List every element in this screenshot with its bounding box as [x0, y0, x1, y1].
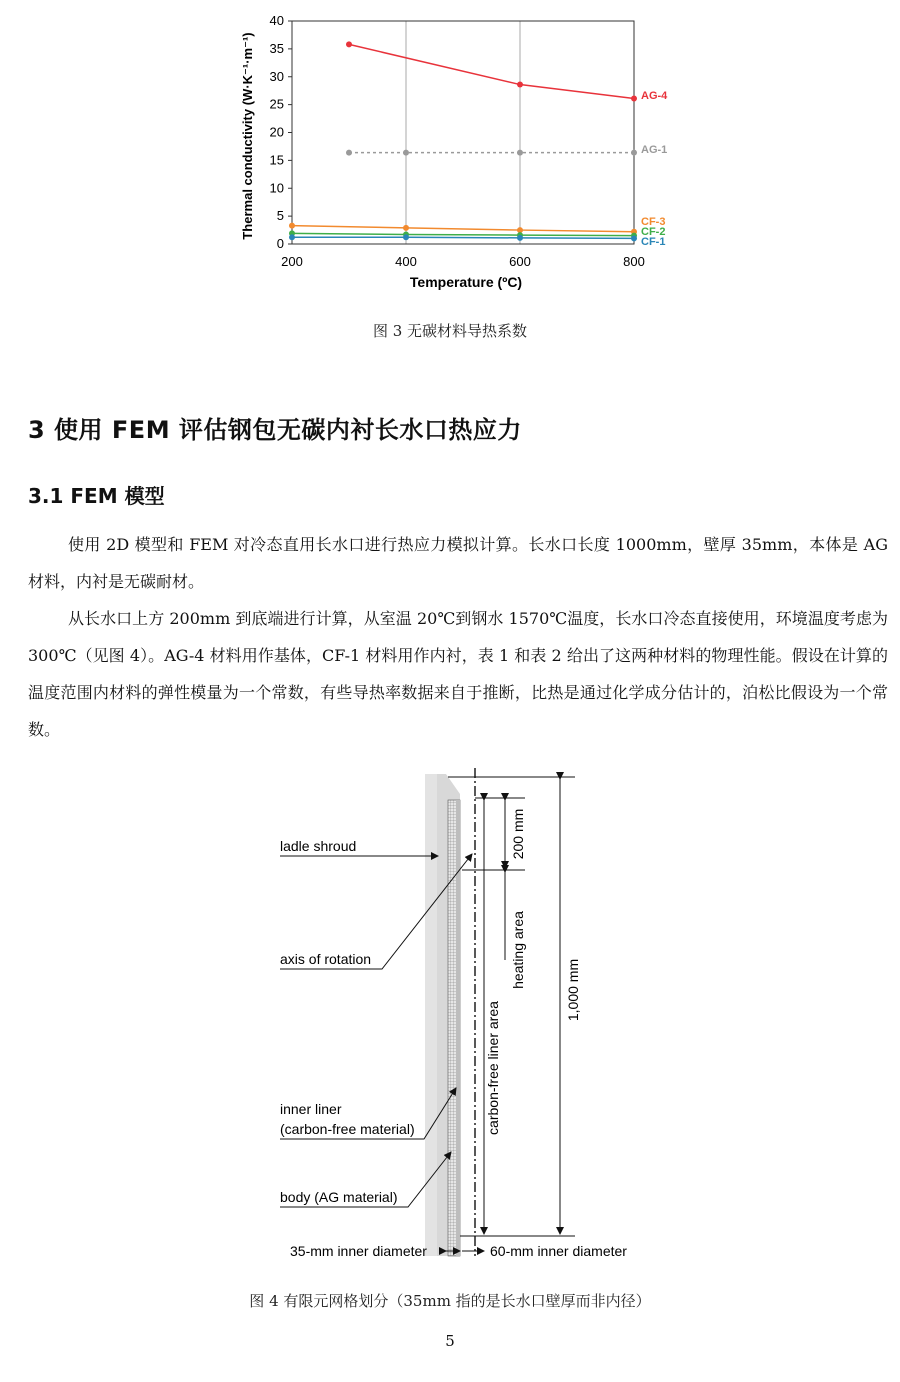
series-line-cf-1: [292, 237, 634, 238]
inner-diameter-60-label: 60-mm inner diameter: [490, 1243, 627, 1259]
subsection-title: 3.1 FEM 模型: [28, 484, 165, 508]
chart-y-tick-label: 15: [269, 152, 284, 168]
series-line-cf-3: [292, 226, 634, 232]
data-point-cf-3: [403, 225, 409, 231]
legend-label-cf-3: CF-3: [641, 216, 666, 228]
data-point-ag-1: [346, 150, 352, 156]
section-title: 3 使用 FEM 评估钢包无碳内衬长水口热应力: [28, 416, 522, 444]
inner-liner-material-label: (carbon-free material): [280, 1121, 415, 1137]
chart-y-tick-label: 25: [269, 96, 284, 112]
series-line-cf-2: [292, 233, 634, 235]
chart-legend: [641, 90, 668, 248]
chart-plot-frame: [292, 21, 634, 244]
data-point-cf-1: [631, 235, 637, 241]
chart-y-tick-label: 10: [269, 180, 284, 196]
chart-y-tick-label: 0: [276, 236, 284, 251]
data-point-cf-1: [517, 235, 523, 241]
paragraph-1: 使用 2D 模型和 FEM 对冷态直用长水口进行热应力模拟计算。长水口长度 1000mm，壁厚 35mm，本体是 AG 材料，内衬是无碳耐材。: [28, 535, 888, 591]
data-point-cf-3: [289, 223, 295, 229]
chart-x-tick-label: 800: [623, 254, 645, 269]
legend-label-ag-1: AG-1: [641, 144, 668, 156]
fem-mesh-diagram: [0, 760, 900, 1280]
inner-liner-label: inner liner: [280, 1101, 342, 1117]
dim-1000-label: 1,000 mm: [565, 958, 581, 1022]
legend-label-cf-2: CF-2: [641, 226, 666, 238]
data-point-ag-4: [346, 41, 352, 47]
series-line-ag-4: [349, 44, 634, 98]
chart-y-tick-label: 35: [269, 40, 284, 56]
chart-y-axis-label: Thermal conductivity (W·K⁻¹·m⁻¹): [240, 32, 255, 240]
figure3-caption: 图 3 无碳材料导热系数: [372, 322, 528, 340]
chart-y-tick-label: 20: [269, 124, 284, 140]
data-point-ag-1: [631, 150, 637, 156]
chart-x-tick-label: 200: [281, 254, 303, 269]
legend-label-cf-1: CF-1: [641, 236, 666, 248]
body-label: body (AG material): [280, 1189, 398, 1205]
data-point-cf-1: [403, 234, 409, 240]
chart-x-tick-label: 400: [395, 254, 417, 269]
chart-y-tick-label: 30: [269, 68, 284, 84]
thermal-conductivity-chart: [0, 0, 900, 300]
chart-series: [289, 41, 637, 241]
page-number: 5: [445, 1332, 455, 1350]
chart-x-axis-label: Temperature (ºC): [409, 274, 523, 290]
paragraph-2: 从长水口上方 200mm 到底端进行计算，从室温 20℃到钢水 1570℃温度，长水口冷态直接使用，环境温度考虑为 300℃（见图 4）。AG-4 材料用作基体，CF-1 材料用作内衬，表 1 和表 2 给出了这两种材料的物理性能。假设在计算的温度范围内材料的弹性模量为一个常数，有些导热率数据来自于推断，比热是通过化学成分估计的，泊松比假设为一个常数。: [28, 609, 888, 739]
heating-area-label: heating area: [510, 911, 526, 989]
ladle-shroud-label: ladle shroud: [280, 838, 357, 854]
data-point-ag-1: [517, 150, 523, 156]
data-point-cf-1: [289, 234, 295, 240]
inner-liner-region: [456, 800, 460, 1256]
legend-label-ag-4: AG-4: [641, 90, 668, 102]
inner-diameter-35-label: 35-mm inner diameter: [290, 1243, 427, 1259]
data-point-ag-4: [517, 82, 523, 88]
axis-of-rotation-label: axis of rotation: [280, 951, 372, 967]
carbon-free-liner-area-label: carbon-free liner area: [485, 1001, 501, 1135]
chart-grid: [406, 21, 520, 244]
dim-200-label: 200 mm: [510, 808, 526, 860]
chart-y-tick-label: 5: [276, 208, 284, 224]
data-point-ag-1: [403, 150, 409, 156]
chart-y-tick-label: 40: [269, 13, 284, 28]
chart-x-tick-label: 600: [509, 254, 531, 269]
figure4-caption: 图 4 有限元网格划分（35mm 指的是长水口壁厚而非内径）: [249, 1292, 651, 1310]
data-point-ag-4: [631, 95, 637, 101]
